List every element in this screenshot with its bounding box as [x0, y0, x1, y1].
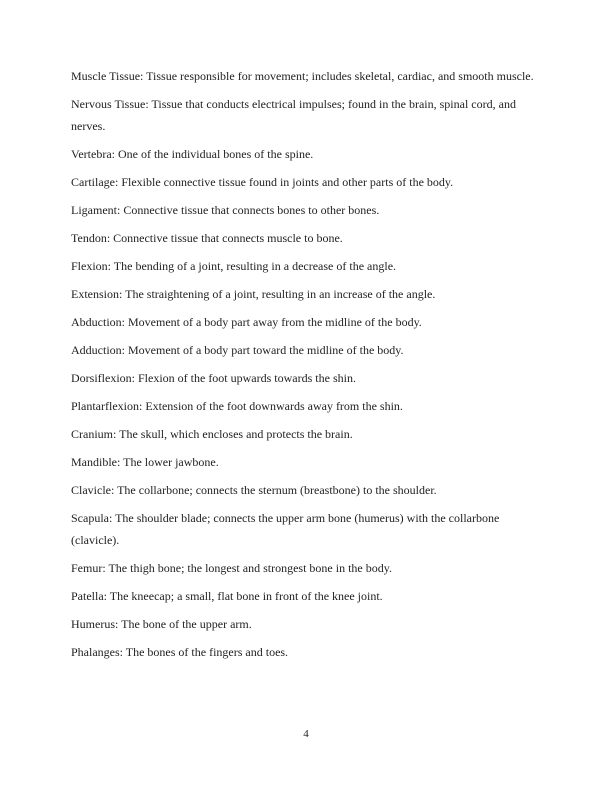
definition-entry: Ligament: Connective tissue that connects bones to other bones. [71, 203, 380, 217]
definition-entry: Cranium: The skull, which encloses and protects the brain. [71, 427, 353, 441]
definition-entry: Flexion: The bending of a joint, resulting in a decrease of the angle. [71, 259, 397, 273]
definition-entry: Extension: The straightening of a joint, resulting in an increase of the angle. [71, 287, 436, 301]
definition-entry: Abduction: Movement of a body part away from the midline of the body. [71, 315, 422, 329]
definition-entry: Dorsiflexion: Flexion of the foot upwards towards the shin. [71, 371, 356, 385]
definition-entry: Patella: The kneecap; a small, flat bone in front of the knee joint. [71, 589, 383, 603]
definition-entry: Nervous Tissue: Tissue that conducts electrical impulses; found in the brain, spinal cord, and nerves. [71, 97, 516, 133]
definition-entry: Phalanges: The bones of the fingers and toes. [71, 645, 289, 659]
page-number: 4 [303, 728, 309, 740]
definition-entry: Humerus: The bone of the upper arm. [71, 617, 252, 631]
definitions-list [71, 65, 541, 669]
definition-entry: Plantarflexion: Extension of the foot downwards away from the shin. [71, 399, 403, 413]
definition-entry: Muscle Tissue: Tissue responsible for movement; includes skeletal, cardiac, and smooth muscle. [71, 69, 534, 83]
definition-entry: Vertebra: One of the individual bones of the spine. [71, 147, 314, 161]
definition-entry: Mandible: The lower jawbone. [71, 455, 219, 469]
definition-entry: Adduction: Movement of a body part toward the midline of the body. [71, 343, 404, 357]
definition-entry: Clavicle: The collarbone; connects the sternum (breastbone) to the shoulder. [71, 483, 437, 497]
definition-entry: Femur: The thigh bone; the longest and strongest bone in the body. [71, 561, 392, 575]
definition-entry: Tendon: Connective tissue that connects muscle to bone. [71, 231, 343, 245]
definition-entry: Cartilage: Flexible connective tissue found in joints and other parts of the body. [71, 175, 454, 189]
definition-entry: Scapula: The shoulder blade; connects the upper arm bone (humerus) with the collarbone (clavicle). [71, 511, 500, 547]
